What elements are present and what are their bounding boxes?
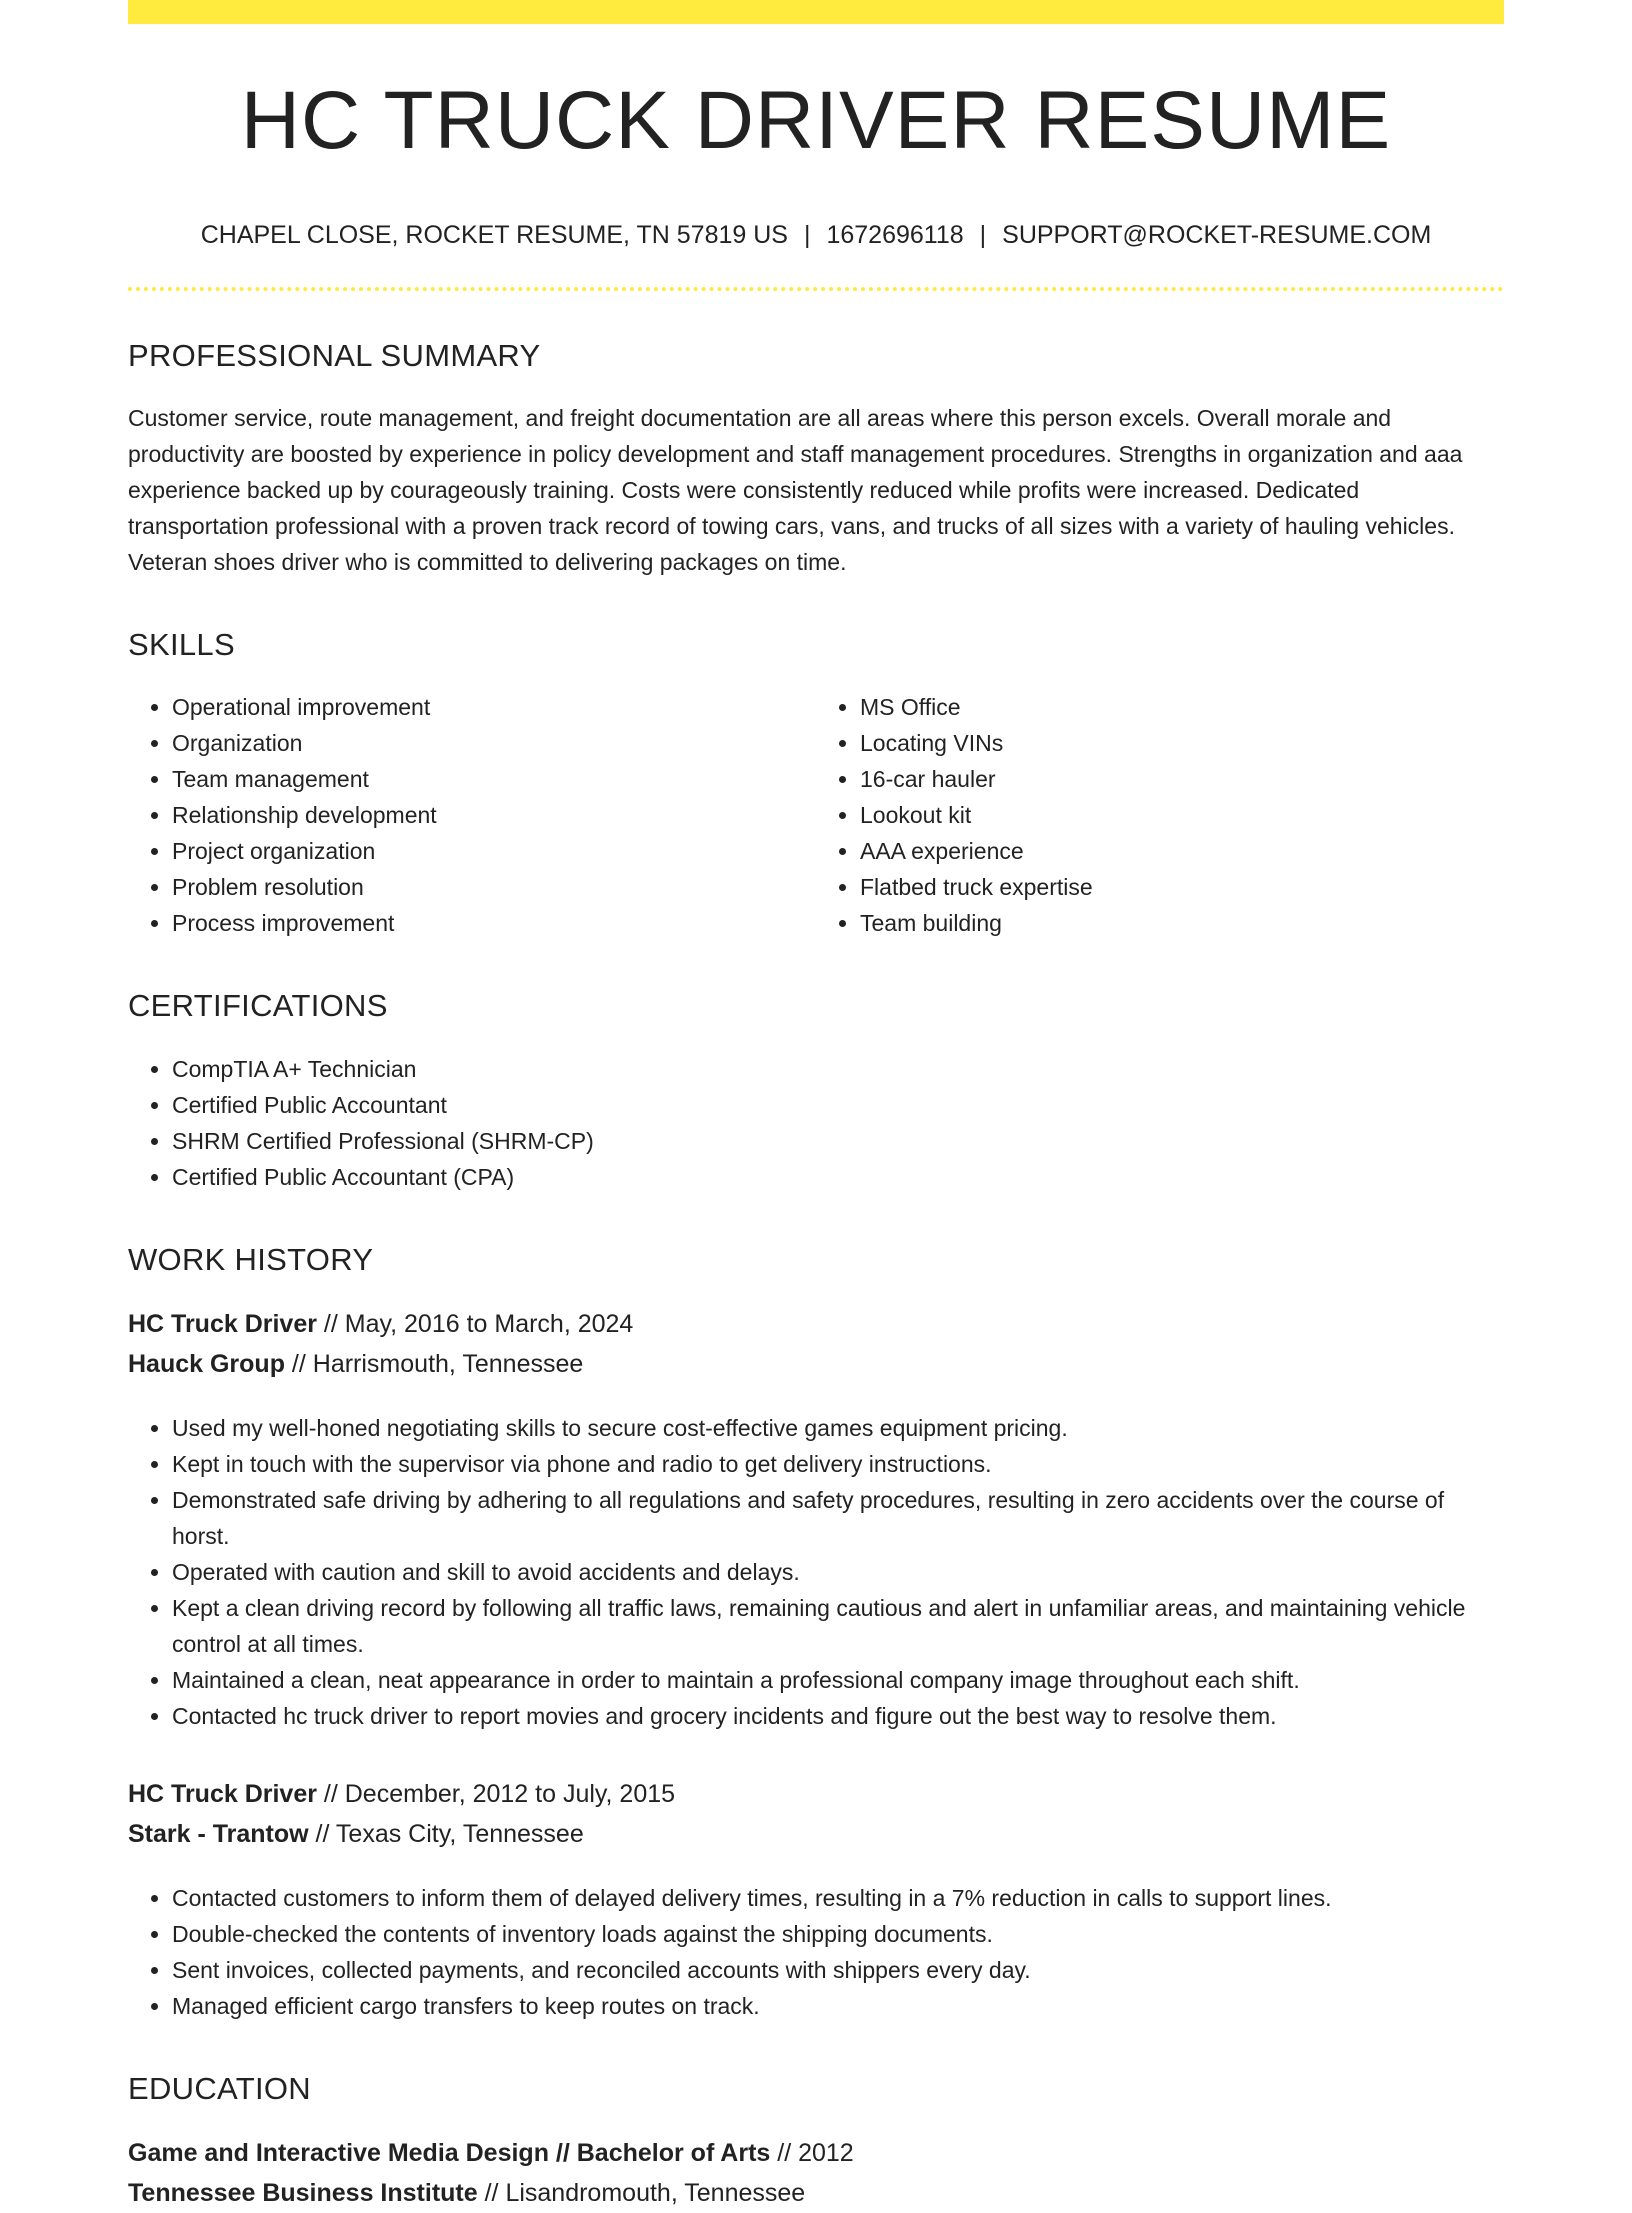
education-school: Tennessee Business Institute [128,2178,478,2207]
job-title-line [128,1304,1504,1344]
job-bullet: • Managed efficient cargo transfers to keep routes on track. [172,1988,1504,2024]
job-location: // Texas City, Tennessee [308,1819,584,1848]
skills-columns [128,689,1504,941]
job-bullet: • Contacted hc truck driver to report movies and grocery incidents and figure out the best way to resolve them. [172,1698,1504,1734]
job-company-line [128,1344,1504,1384]
certification-item: • CompTIA A+ Technician [172,1051,1504,1087]
job-dates: // December, 2012 to July, 2015 [316,1779,676,1808]
separator: | [979,221,987,249]
job-bullet: • Demonstrated safe driving by adhering to all regulations and safety procedures, resulting in zero accidents over the course of horst. [172,1482,1504,1554]
job-bullet: • Kept in touch with the supervisor via phone and radio to get delivery instructions. [172,1446,1504,1482]
job-bullet: • Operated with caution and skill to avoid accidents and delays. [172,1554,1504,1590]
education-location: // Lisandromouth, Tennessee [477,2178,806,2207]
skills-section [128,626,1504,941]
section-heading-summary: PROFESSIONAL SUMMARY [128,338,541,373]
section-heading-skills: SKILLS [128,627,235,663]
skill-item: • Lookout kit [860,797,1504,833]
summary-text: Customer service, route management, and freight documentation are all areas where this person excels. Overall morale and productivity are boosted by experience in policy development and staff management procedures. Strengths in organization and aaa experience backed up by courageously training. Costs were consistently reduced while profits were increased. Dedicated transportation professional with a proven track record of towing cars, vans, and trucks of all sizes with a variety of hauling vehicles. Veteran shoes driver who is committed to delivering packages on time. [128,405,1463,576]
job-dates: // May, 2016 to March, 2024 [316,1309,634,1338]
certification-item: • SHRM Certified Professional (SHRM-CP) [172,1123,1504,1159]
skill-item: • Process improvement [172,905,816,941]
job-company-line [128,1814,1504,1854]
separator: | [803,221,811,249]
email: SUPPORT@ROCKET-RESUME.COM [1002,221,1432,249]
certification-item: • Certified Public Accountant [172,1087,1504,1123]
job-bullet: • Sent invoices, collected payments, and reconciled accounts with shippers every day. [172,1952,1504,1988]
education-year: // 2012 [770,2138,854,2167]
summary-section [128,337,1504,580]
skill-item: • Team building [860,905,1504,941]
skill-item: • Relationship development [172,797,816,833]
skill-item: • MS Office [860,689,1504,725]
job-bullet: • Maintained a clean, neat appearance in order to maintain a professional company image throughout each shift. [172,1662,1504,1698]
education-section [128,2070,1504,2213]
dotted-divider [128,287,1504,291]
job-bullets [128,1880,1504,2024]
certification-item: • Certified Public Accountant (CPA) [172,1159,1504,1195]
top-accent-bar [128,0,1504,24]
work-history-section [128,1241,1504,2024]
address: CHAPEL CLOSE, ROCKET RESUME, TN 57819 US [200,221,788,249]
education-school-line [128,2173,1504,2213]
job-title: HC Truck Driver [128,1779,317,1808]
job-entry [128,1304,1504,1734]
job-title-line [128,1774,1504,1814]
section-heading-certifications: CERTIFICATIONS [128,988,388,1024]
job-location: // Harrismouth, Tennessee [284,1349,584,1378]
resume-title: HC TRUCK DRIVER RESUME [240,75,1392,166]
job-entry [128,1774,1504,2024]
education-degree-line [128,2133,1504,2173]
education-degree: Game and Interactive Media Design // Bachelor of Arts [128,2138,771,2167]
certifications-section [128,987,1504,1194]
resume-page [128,0,1504,2213]
certifications-list [128,1051,1504,1195]
skill-item: • Flatbed truck expertise [860,869,1504,905]
skill-item: • Project organization [172,833,816,869]
job-bullet: • Used my well-honed negotiating skills to secure cost-effective games equipment pricing. [172,1410,1504,1446]
job-bullet: • Double-checked the contents of inventory loads against the shipping documents. [172,1916,1504,1952]
job-bullet: • Contacted customers to inform them of delayed delivery times, resulting in a 7% reduction in calls to support lines. [172,1880,1504,1916]
job-bullet: • Kept a clean driving record by following all traffic laws, remaining cautious and alert in unfamiliar areas, and maintaining vehicle control at all times. [172,1590,1504,1662]
skill-item: • AAA experience [860,833,1504,869]
section-heading-education: EDUCATION [128,2070,311,2106]
skill-item: • 16-car hauler [860,761,1504,797]
job-company: Stark - Trantow [128,1819,309,1848]
phone: 1672696118 [826,221,964,249]
job-company: Hauck Group [128,1349,285,1378]
skill-item: • Problem resolution [172,869,816,905]
skill-item: • Operational improvement [172,689,816,725]
skills-list-left [128,689,816,941]
skill-item: • Team management [172,761,816,797]
contact-line [128,220,1504,250]
job-title: HC Truck Driver [128,1309,317,1338]
skills-list-right [816,689,1504,941]
section-heading-work-history: WORK HISTORY [128,1241,374,1277]
job-bullets [128,1410,1504,1734]
skill-item: • Locating VINs [860,725,1504,761]
skill-item: • Organization [172,725,816,761]
